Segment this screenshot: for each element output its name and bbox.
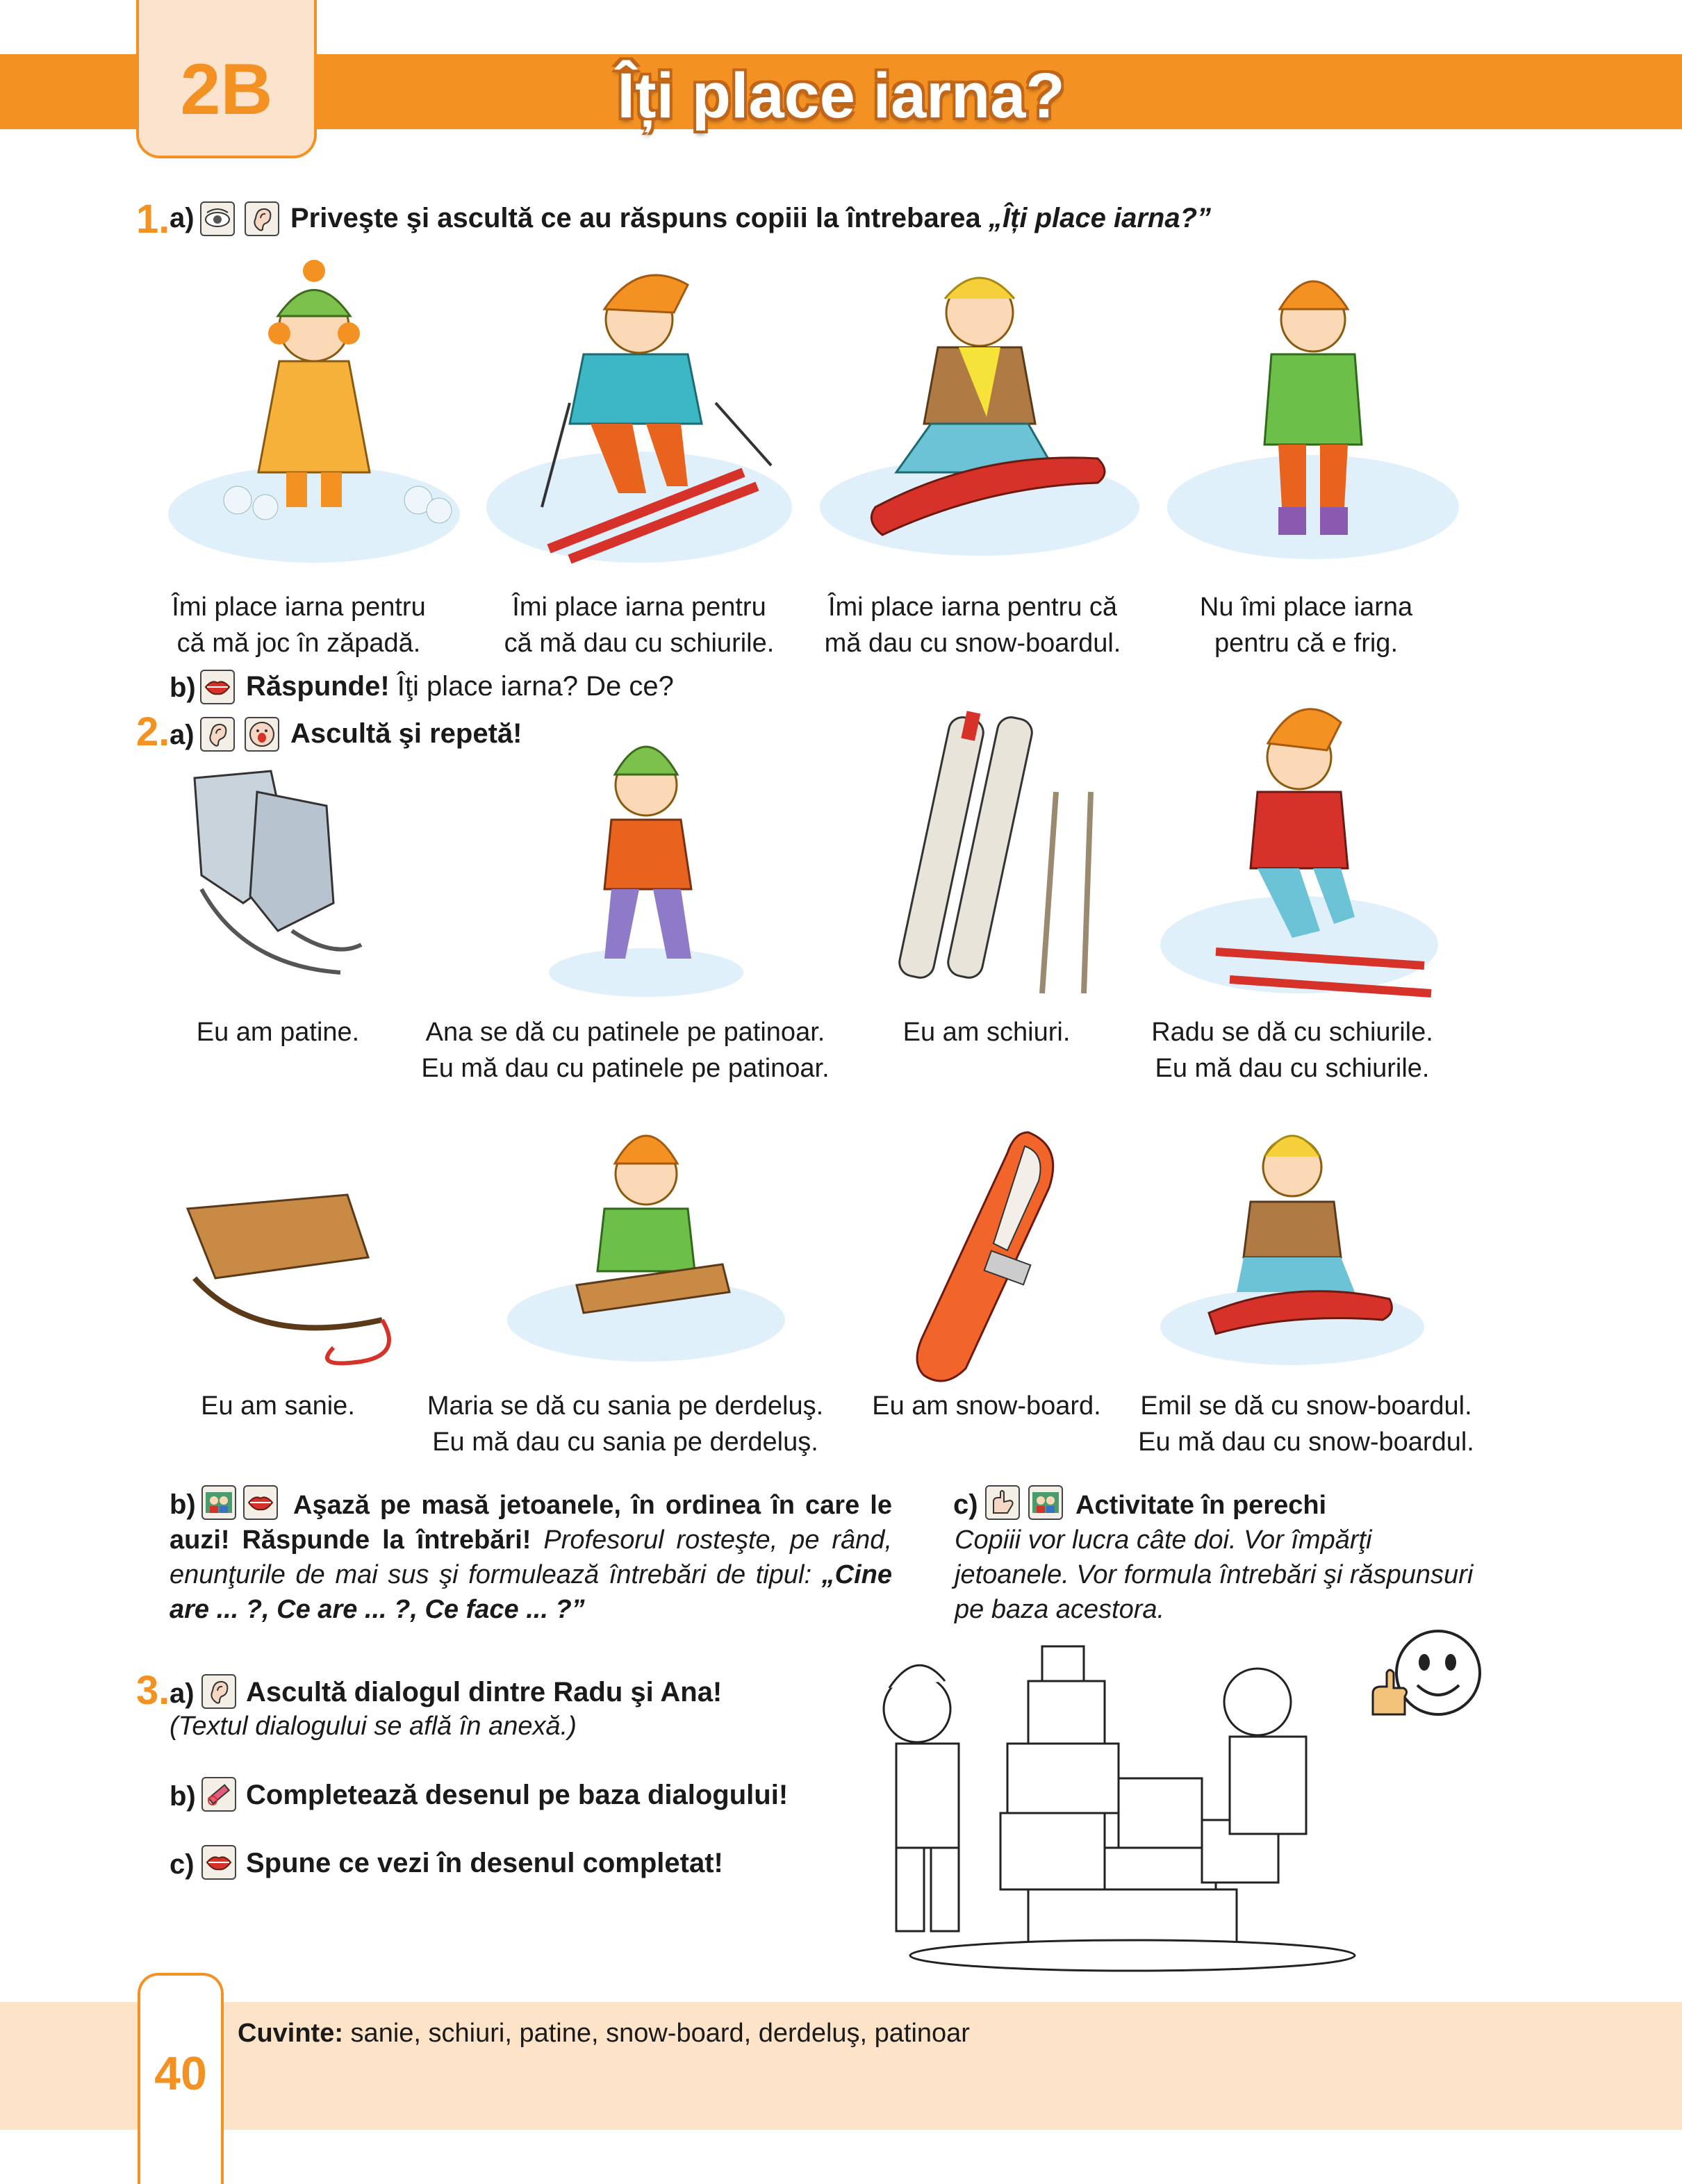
lesson-code: 2B [180,49,273,130]
ex1-a-instruction: Priveşte şi ascultă ce au răspuns copiii la întrebarea „Îți place iarna?” [290,203,1212,233]
ex3-a-note: (Textul dialogului se află în anexă.) [170,1712,577,1741]
ex2-row2-caption-4: Emil se dă cu snow-boardul. Eu mă dau cu snow-boardul. [1138,1391,1474,1457]
ex2-number: 2. [136,709,170,754]
ex3-a-instruction: Ascultă dialogul dintre Radu şi Ana! [246,1677,723,1707]
ex3-c-label: c) [170,1849,195,1880]
child-skiing-illustration [479,243,799,570]
coloring-snow-fort-drawing [868,1639,1396,1973]
ex2-b-label: b) [170,1489,196,1520]
ear-icon [201,1674,236,1709]
ex2-row2-caption-1: Eu am sanie. [201,1391,355,1421]
ex3-c-instruction: Spune ce vezi în desenul completat! [246,1848,723,1878]
ex3-b-label: b) [170,1781,196,1812]
ex3-b-instruction: Completează desenul pe baza dialogului! [246,1780,789,1810]
ex1-number: 1. [136,197,170,242]
kids-cards-icon [1028,1485,1063,1520]
ex2-b-text: Aşază pe masă jetoanele, în ordinea în care le auzi! Răspunde la întrebări! Profesorul rosteşte, pe rând, enunţurile de mai sus şi formulează întrebări de tipul: „Cine are ... ?, Ce are ... ?, Ce face ... ?” [170,1491,893,1624]
ex2-c-title: Activitate în perechi [1075,1491,1327,1520]
ex1-b-text: Răspunde! Îţi place iarna? De ce? [246,671,674,702]
mouth-speaking-icon [245,717,279,752]
child-snow-play-illustration [161,243,467,570]
snowboard-illustration [903,1125,1084,1389]
ex2-row1-caption-1: Eu am patine. [196,1018,360,1047]
ear-icon [200,717,235,752]
ex2-row2-caption-2: Maria se dă cu sania pe derdeluş. Eu mă dau cu sania pe derdeluş. [427,1391,824,1457]
ex2-row1-caption-4: Radu se dă cu schiurile. Eu mă dau cu schiurile. [1151,1018,1433,1083]
page-title: Îți place iarna? [617,60,1065,131]
child-snowboard-illustration [806,243,1139,570]
lips-icon [201,1845,236,1880]
smiley-thumbs-up-icon [1366,1624,1491,1735]
crayon-icon [201,1777,236,1812]
sled-illustration [174,1181,424,1368]
child-sledding-illustration [500,1105,792,1362]
child-cold-illustration [1153,243,1473,570]
ex2-row2-caption-3: Eu am snow-board. [872,1391,1101,1421]
ex1-a-label: a) [170,203,195,233]
lips-icon [200,670,235,704]
ex1-caption-1: Îmi place iarna pentru că mă joc în zăpadă. [172,593,426,658]
child-skating-illustration [542,709,750,1000]
ex1-caption-2: Îmi place iarna pentru că mă dau cu schiurile. [504,593,775,658]
ex1-caption-4: Nu îmi place iarna pentru că e frig. [1199,593,1413,658]
eye-icon [200,201,235,236]
ex2-a-label: a) [170,720,195,750]
ex2-c-text: Copiii vor lucra câte doi. Vor împărţi jetoanele. Vor formula întrebări şi răspunsuri pe baza acestora. [955,1525,1474,1624]
page-number: 40 [154,2047,207,2100]
skates-illustration [174,764,368,986]
vocabulary-line: Cuvinte: sanie, schiuri, patine, snow-board, derdeluş, patinoar [238,2019,970,2048]
ex3-a-label: a) [170,1678,195,1709]
ear-icon [245,201,279,236]
ex3-number: 3. [136,1668,170,1713]
ex2-c-label: c) [953,1489,978,1520]
ex1-caption-3: Îmi place iarna pentru că mă dau cu snow-boardul. [824,593,1121,658]
ex1-a-question: „Îți place iarna?” [988,203,1212,233]
ex1-b-label: b) [170,672,196,703]
child-snowboarding-illustration [1153,1105,1431,1368]
skis-illustration [896,695,1132,1000]
hand-pointing-icon [985,1485,1020,1520]
ex2-row1-caption-3: Eu am schiuri. [902,1018,1071,1047]
child-skiing-red-vest-illustration [1153,674,1445,1000]
ex2-row1-caption-2: Ana se dă cu patinele pe patinoar. Eu mă dau cu patinele pe patinoar. [421,1018,830,1083]
ex2-a-instruction: Ascultă şi repetă! [290,718,522,749]
